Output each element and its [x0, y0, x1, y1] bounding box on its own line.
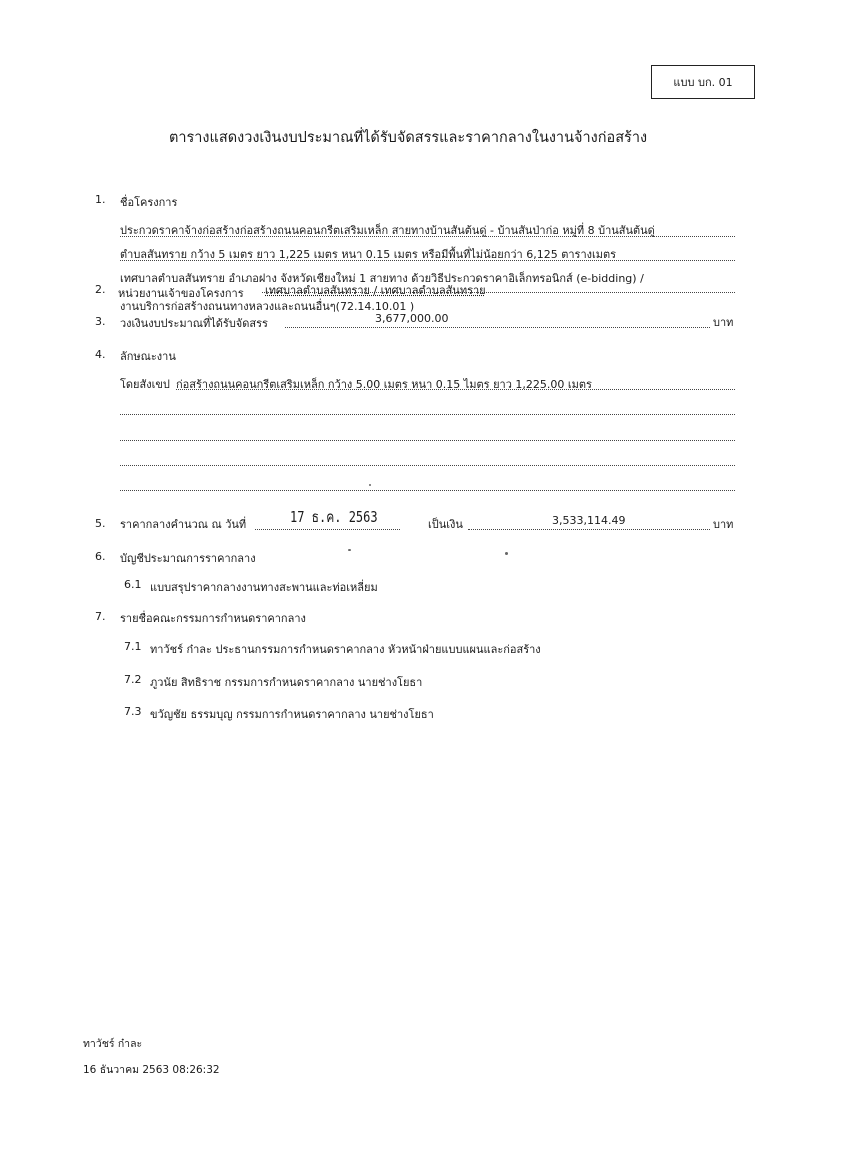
footer-name: ทาวัชร์ ก๋าละ — [83, 1038, 143, 1050]
dotted-line — [120, 465, 735, 466]
committee-member-number: 7.1 — [124, 640, 142, 653]
dotted-line — [255, 529, 400, 530]
section-5-number: 5. — [95, 517, 106, 530]
section-4-label: ลักษณะงาน — [120, 350, 176, 363]
dotted-line — [120, 236, 735, 237]
section-2-number: 2. — [95, 283, 106, 296]
project-name-line-4: งานบริการก่อสร้างถนนทางหลวงและถนนอื่นๆ(72.14.10.01 ) — [120, 300, 415, 313]
median-price-unit: บาท — [713, 518, 734, 531]
committee-member-number: 7.2 — [124, 673, 142, 686]
section-6-number: 6. — [95, 550, 106, 563]
dotted-line — [120, 260, 735, 261]
form-code: แบบ บก. 01 — [673, 76, 733, 89]
section-6-1-number: 6.1 — [124, 578, 142, 591]
form-code-box — [651, 65, 755, 99]
section-1-label: ชื่อโครงการ — [120, 196, 178, 209]
section-1-number: 1. — [95, 193, 106, 206]
committee-member: ทาวัชร์ ก๋าละ ประธานกรรมการกำหนดราคากลาง หัวหน้าฝ่ายแบบแผนและก่อสร้าง — [150, 643, 541, 656]
project-name-line-2: ตำบลสันทราย กว้าง 5 เมตร ยาว 1,225 เมตร หนา 0.15 เมตร หรือมีพื้นที่ไม่น้อยกว่า 6,125 ตารางเมตร — [120, 248, 617, 261]
section-3-number: 3. — [95, 315, 106, 328]
scan-speck — [505, 552, 508, 555]
project-name-line-1: ประกวดราคาจ้างก่อสร้างก่อสร้างถนนคอนกรีตเสริมเหล็ก สายทางบ้านสันต้นดู่ - บ้านสันป่าก่อ หมู่ที่ 8 บ้านสันต้นดู่ — [120, 224, 655, 237]
section-7-number: 7. — [95, 610, 106, 623]
amount-label: เป็นเงิน — [428, 518, 463, 531]
section-6-label: บัญชีประมาณการราคากลาง — [120, 552, 256, 565]
page-title: ตารางแสดงวงเงินงบประมาณที่ได้รับจัดสรรและราคากลางในงานจ้างก่อสร้าง — [168, 130, 648, 146]
committee-member: ขวัญชัย ธรรมบุญ กรรมการกำหนดราคากลาง นายช่างโยธา — [150, 708, 434, 721]
scan-speck — [369, 484, 371, 486]
budget-amount: 3,677,000.00 — [375, 312, 449, 325]
section-4-sublabel: โดยสังเขป — [120, 378, 170, 391]
scan-speck — [348, 549, 351, 551]
section-3-label: วงเงินงบประมาณที่ได้รับจัดสรร — [120, 317, 268, 330]
dotted-line — [176, 389, 735, 390]
section-4-number: 4. — [95, 348, 106, 361]
work-description: ก่อสร้างถนนคอนกรีตเสริมเหล็ก กว้าง 5.00 เมตร หนา 0.15 ไมตร ยาว 1,225.00 เมตร — [176, 378, 592, 391]
section-5-label: ราคากลางคำนวณ ณ วันที่ — [120, 518, 247, 531]
committee-member-number: 7.3 — [124, 705, 142, 718]
dotted-line — [285, 327, 710, 328]
dotted-line — [468, 529, 710, 530]
section-2-label: หน่วยงานเจ้าของโครงการ — [118, 287, 244, 300]
project-name-line-3: เทศบาลตำบลสันทราย อำเภอฝาง จังหวัดเชียงใหม่ 1 สายทาง ด้วยวิธีประกวดราคาอิเล็กทรอนิกส์ (e-bidding) / — [120, 272, 644, 285]
project-owner: เทศบาลตำบลสันทราย / เทศบาลตำบลสันทราย — [265, 284, 486, 297]
price-estimate-item: แบบสรุปราคากลางงานทางสะพานและท่อเหลี่ยม — [150, 581, 378, 594]
dotted-line — [120, 440, 735, 441]
section-7-label: รายชื่อคณะกรรมการกำหนดราคากลาง — [120, 612, 306, 625]
dotted-line — [120, 414, 735, 415]
dotted-line — [120, 490, 735, 491]
footer-timestamp: 16 ธันวาคม 2563 08:26:32 — [83, 1064, 220, 1076]
budget-unit: บาท — [713, 316, 734, 329]
handwritten-date: 17 ธ.ค. 2563 — [290, 508, 378, 526]
committee-member: ภูวนัย สิทธิราช กรรมการกำหนดราคากลาง นายช่างโยธา — [150, 676, 423, 689]
median-price-amount: 3,533,114.49 — [552, 514, 626, 527]
